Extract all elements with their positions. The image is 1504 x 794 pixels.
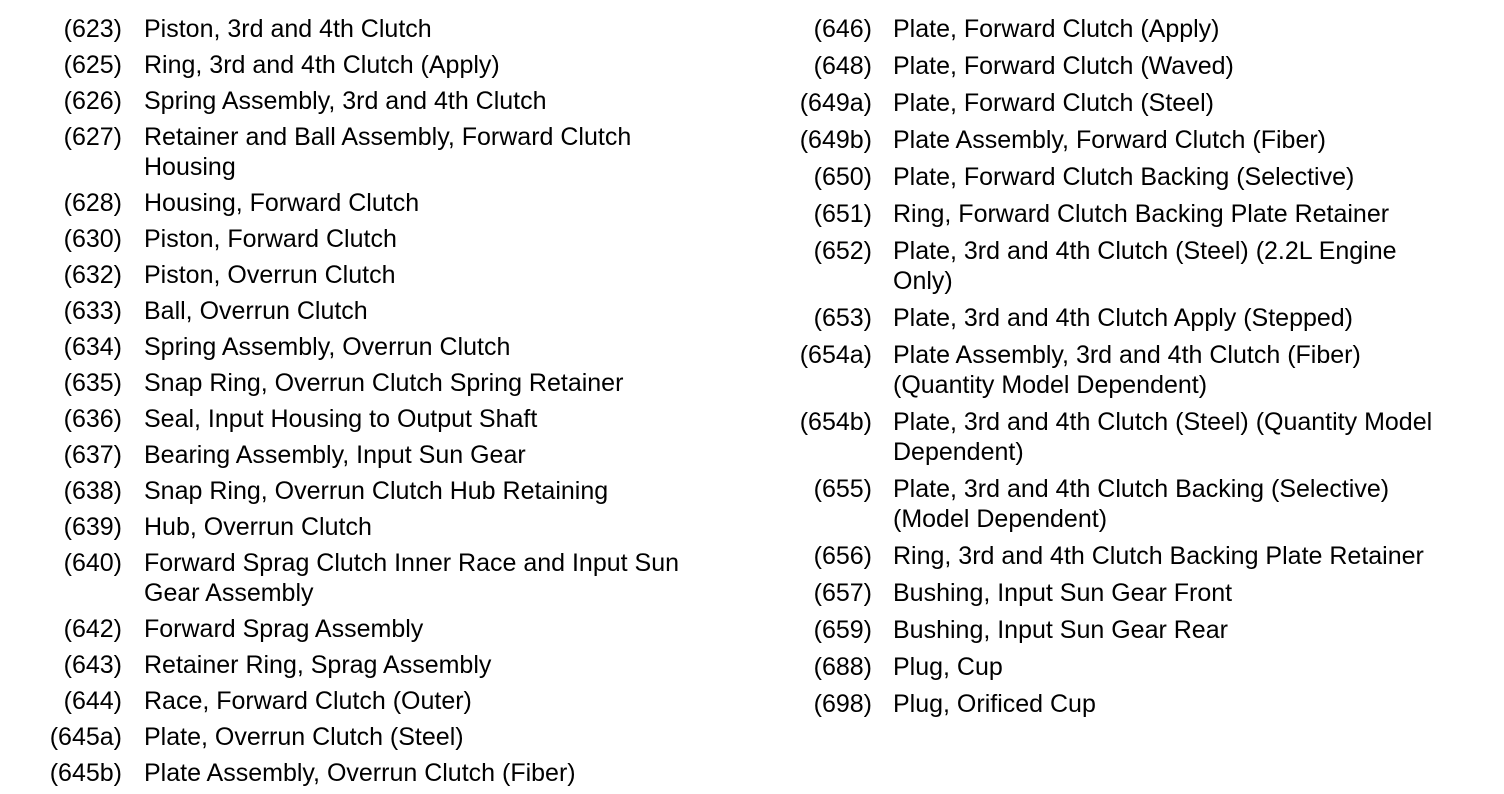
part-number: (639) bbox=[63, 513, 122, 541]
part-description: Piston, Forward Clutch bbox=[144, 225, 397, 253]
part-description: Ring, Forward Clutch Backing Plate Retainer bbox=[893, 200, 1390, 228]
part-number: (638) bbox=[63, 477, 122, 505]
part-row bbox=[36, 50, 756, 80]
part-description: Ball, Overrun Clutch bbox=[144, 297, 368, 325]
part-row bbox=[784, 578, 1484, 608]
part-row bbox=[784, 652, 1484, 682]
part-row bbox=[36, 86, 756, 116]
part-row bbox=[784, 303, 1484, 333]
part-description: Retainer Ring, Sprag Assembly bbox=[144, 651, 492, 679]
part-row bbox=[36, 368, 756, 398]
part-number: (630) bbox=[63, 225, 122, 253]
part-description: Plug, Cup bbox=[893, 653, 1003, 681]
part-number: (636) bbox=[63, 405, 122, 433]
part-description: Bushing, Input Sun Gear Rear bbox=[893, 616, 1228, 644]
part-description: Snap Ring, Overrun Clutch Hub Retaining bbox=[144, 477, 609, 505]
part-row bbox=[36, 440, 756, 470]
part-description: Retainer and Ball Assembly, Forward Clutch Housing bbox=[144, 123, 632, 181]
part-description: Plate, Overrun Clutch (Steel) bbox=[144, 723, 464, 751]
part-row bbox=[784, 51, 1484, 81]
part-row bbox=[36, 332, 756, 362]
part-number: (656) bbox=[813, 542, 872, 570]
part-number: (645a) bbox=[49, 723, 122, 751]
part-description: Plate, Forward Clutch (Apply) bbox=[893, 15, 1220, 43]
part-number: (648) bbox=[813, 52, 872, 80]
part-row bbox=[784, 88, 1484, 118]
part-row bbox=[784, 236, 1484, 296]
part-row bbox=[36, 686, 756, 716]
part-description: Plate, Forward Clutch (Waved) bbox=[893, 52, 1234, 80]
part-row bbox=[36, 722, 756, 752]
part-description: Ring, 3rd and 4th Clutch (Apply) bbox=[144, 51, 500, 79]
part-number: (643) bbox=[63, 651, 122, 679]
part-number: (633) bbox=[63, 297, 122, 325]
part-description: Piston, Overrun Clutch bbox=[144, 261, 396, 289]
part-number: (659) bbox=[813, 616, 872, 644]
part-number: (655) bbox=[813, 475, 872, 503]
part-description: Snap Ring, Overrun Clutch Spring Retainer bbox=[144, 369, 624, 397]
part-number: (698) bbox=[813, 690, 872, 718]
part-row bbox=[784, 162, 1484, 192]
part-description: Plate Assembly, 3rd and 4th Clutch (Fiber) (Quantity Model Dependent) bbox=[893, 341, 1361, 399]
part-number: (642) bbox=[63, 615, 122, 643]
part-row bbox=[36, 548, 756, 608]
part-number: (644) bbox=[63, 687, 122, 715]
part-description: Bushing, Input Sun Gear Front bbox=[893, 579, 1233, 607]
part-description: Spring Assembly, 3rd and 4th Clutch bbox=[144, 87, 547, 115]
part-number: (650) bbox=[813, 163, 872, 191]
part-number: (649b) bbox=[799, 126, 872, 154]
part-description: Plate Assembly, Forward Clutch (Fiber) bbox=[893, 126, 1326, 154]
part-row bbox=[784, 615, 1484, 645]
part-row bbox=[784, 125, 1484, 155]
part-description: Piston, 3rd and 4th Clutch bbox=[144, 15, 432, 43]
part-description: Ring, 3rd and 4th Clutch Backing Plate Retainer bbox=[893, 542, 1424, 570]
part-number: (632) bbox=[63, 261, 122, 289]
part-row bbox=[784, 541, 1484, 571]
part-number: (635) bbox=[63, 369, 122, 397]
part-number: (653) bbox=[813, 304, 872, 332]
part-number: (637) bbox=[63, 441, 122, 469]
part-row bbox=[784, 407, 1484, 467]
part-number: (627) bbox=[63, 123, 122, 151]
part-row bbox=[36, 758, 756, 788]
part-number: (657) bbox=[813, 579, 872, 607]
part-number: (654b) bbox=[799, 408, 872, 436]
parts-list-right-column bbox=[784, 14, 1484, 719]
part-number: (634) bbox=[63, 333, 122, 361]
part-row bbox=[784, 199, 1484, 229]
part-row bbox=[36, 14, 756, 44]
part-row bbox=[36, 512, 756, 542]
part-description: Plate, Forward Clutch (Steel) bbox=[893, 89, 1214, 117]
part-row bbox=[36, 614, 756, 644]
part-number: (654a) bbox=[799, 341, 872, 369]
part-description: Plate, 3rd and 4th Clutch (Steel) (Quantity Model Dependent) bbox=[893, 408, 1433, 466]
part-row bbox=[784, 474, 1484, 534]
part-description: Bearing Assembly, Input Sun Gear bbox=[144, 441, 526, 469]
part-number: (652) bbox=[813, 237, 872, 265]
part-description: Forward Sprag Clutch Inner Race and Input Sun Gear Assembly bbox=[144, 549, 680, 607]
part-description: Plate, 3rd and 4th Clutch (Steel) (2.2L Engine Only) bbox=[893, 237, 1397, 295]
part-description: Race, Forward Clutch (Outer) bbox=[144, 687, 472, 715]
part-row bbox=[784, 14, 1484, 44]
part-number: (640) bbox=[63, 549, 122, 577]
part-number: (646) bbox=[813, 15, 872, 43]
part-row bbox=[784, 340, 1484, 400]
part-row bbox=[36, 260, 756, 290]
part-row bbox=[36, 224, 756, 254]
parts-list-left-column bbox=[36, 14, 756, 788]
part-row bbox=[36, 188, 756, 218]
part-number: (628) bbox=[63, 189, 122, 217]
part-number: (645b) bbox=[49, 759, 122, 787]
part-description: Plate Assembly, Overrun Clutch (Fiber) bbox=[144, 759, 576, 787]
part-number: (649a) bbox=[799, 89, 872, 117]
part-number: (623) bbox=[63, 15, 122, 43]
part-number: (625) bbox=[63, 51, 122, 79]
part-description: Plate, Forward Clutch Backing (Selective) bbox=[893, 163, 1355, 191]
part-description: Spring Assembly, Overrun Clutch bbox=[144, 333, 511, 361]
part-row bbox=[36, 122, 756, 182]
part-description: Plate, 3rd and 4th Clutch Apply (Stepped) bbox=[893, 304, 1354, 332]
part-number: (688) bbox=[813, 653, 872, 681]
part-row bbox=[784, 689, 1484, 719]
part-description: Seal, Input Housing to Output Shaft bbox=[144, 405, 538, 433]
part-number: (626) bbox=[63, 87, 122, 115]
part-number: (651) bbox=[813, 200, 872, 228]
part-row bbox=[36, 650, 756, 680]
part-description: Hub, Overrun Clutch bbox=[144, 513, 372, 541]
part-row bbox=[36, 404, 756, 434]
part-description: Forward Sprag Assembly bbox=[144, 615, 424, 643]
part-row bbox=[36, 296, 756, 326]
part-row bbox=[36, 476, 756, 506]
part-description: Plate, 3rd and 4th Clutch Backing (Selective) (Model Dependent) bbox=[893, 475, 1390, 533]
part-description: Plug, Orificed Cup bbox=[893, 690, 1096, 718]
part-description: Housing, Forward Clutch bbox=[144, 189, 420, 217]
